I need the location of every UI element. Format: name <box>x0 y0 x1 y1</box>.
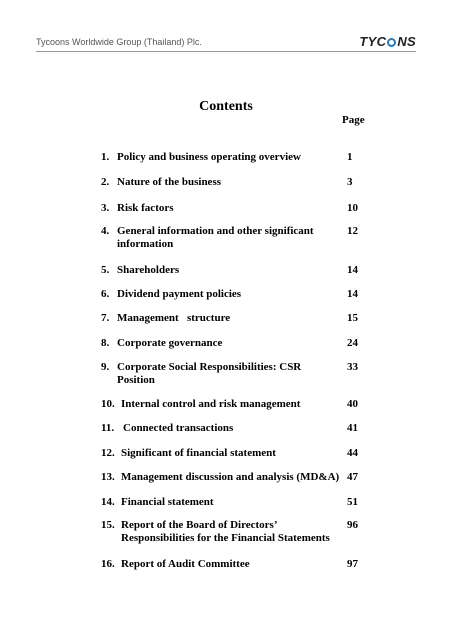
toc-page: 15 <box>347 312 358 324</box>
toc-label: Management discussion and analysis (MD&A) <box>121 471 340 483</box>
toc-page: 40 <box>347 398 358 410</box>
toc-label: Shareholders <box>117 264 180 276</box>
toc-label: Dividend payment policies <box>117 288 242 300</box>
toc-number: 16. <box>101 558 115 570</box>
toc-label: Nature of the business <box>117 176 222 188</box>
toc-page: 12 <box>347 225 358 237</box>
toc-label: Corporate governance <box>117 337 223 349</box>
toc-page: 47 <box>347 471 358 483</box>
toc-label: Corporate Social Responsibilities: CSR Position <box>117 361 302 386</box>
toc-page: 97 <box>347 558 358 570</box>
company-name: Tycoons Worldwide Group (Thailand) Plc. <box>36 37 202 47</box>
toc-number: 9. <box>101 361 110 373</box>
toc-number: 5. <box>101 264 110 276</box>
toc-number: 15. <box>101 519 115 531</box>
toc-number: 1. <box>101 151 110 163</box>
toc-number: 3. <box>101 202 110 214</box>
toc-number: 7. <box>101 312 110 324</box>
toc-number: 8. <box>101 337 110 349</box>
toc-page: 24 <box>347 337 358 349</box>
page-title: Contents <box>199 99 253 114</box>
logo-suffix: NS <box>397 34 416 49</box>
toc-page: 33 <box>347 361 358 373</box>
toc-number: 14. <box>101 496 115 508</box>
toc-page: 14 <box>347 288 358 300</box>
page-column-heading: Page <box>342 114 365 126</box>
toc-page: 3 <box>347 176 353 188</box>
toc-number: 4. <box>101 225 110 237</box>
toc-label: Report of Audit Committee <box>121 558 250 570</box>
toc-page: 96 <box>347 519 358 531</box>
toc-number: 6. <box>101 288 110 300</box>
toc-page: 51 <box>347 496 358 508</box>
toc-page: 1 <box>347 151 353 163</box>
toc-label: Report of the Board of Directors’ Responsibilities for the Financial Statements <box>121 519 330 544</box>
toc-page: 44 <box>347 447 358 459</box>
toc-number: 10. <box>101 398 115 410</box>
toc-page: 41 <box>347 422 358 434</box>
toc-label: Risk factors <box>117 202 174 214</box>
header-divider <box>36 51 416 52</box>
logo-prefix: TYC <box>359 34 387 49</box>
toc-label: Financial statement <box>121 496 214 508</box>
toc-number: 2. <box>101 176 110 188</box>
toc-number: 13. <box>101 471 115 483</box>
toc-number: 12. <box>101 447 115 459</box>
toc-label: Significant of financial statement <box>121 447 276 459</box>
logo-o-icon <box>387 38 396 47</box>
company-logo <box>359 34 416 49</box>
toc-page: 14 <box>347 264 358 276</box>
toc-number: 11. <box>101 422 115 434</box>
page-header <box>36 36 416 50</box>
toc-label: Connected transactions <box>123 422 234 434</box>
toc-label: Management structure <box>117 312 231 324</box>
toc-page: 10 <box>347 202 358 214</box>
toc-label: Policy and business operating overview <box>117 151 301 163</box>
toc-label: Internal control and risk management <box>121 398 301 410</box>
toc-label: General information and other significant information <box>117 225 314 250</box>
